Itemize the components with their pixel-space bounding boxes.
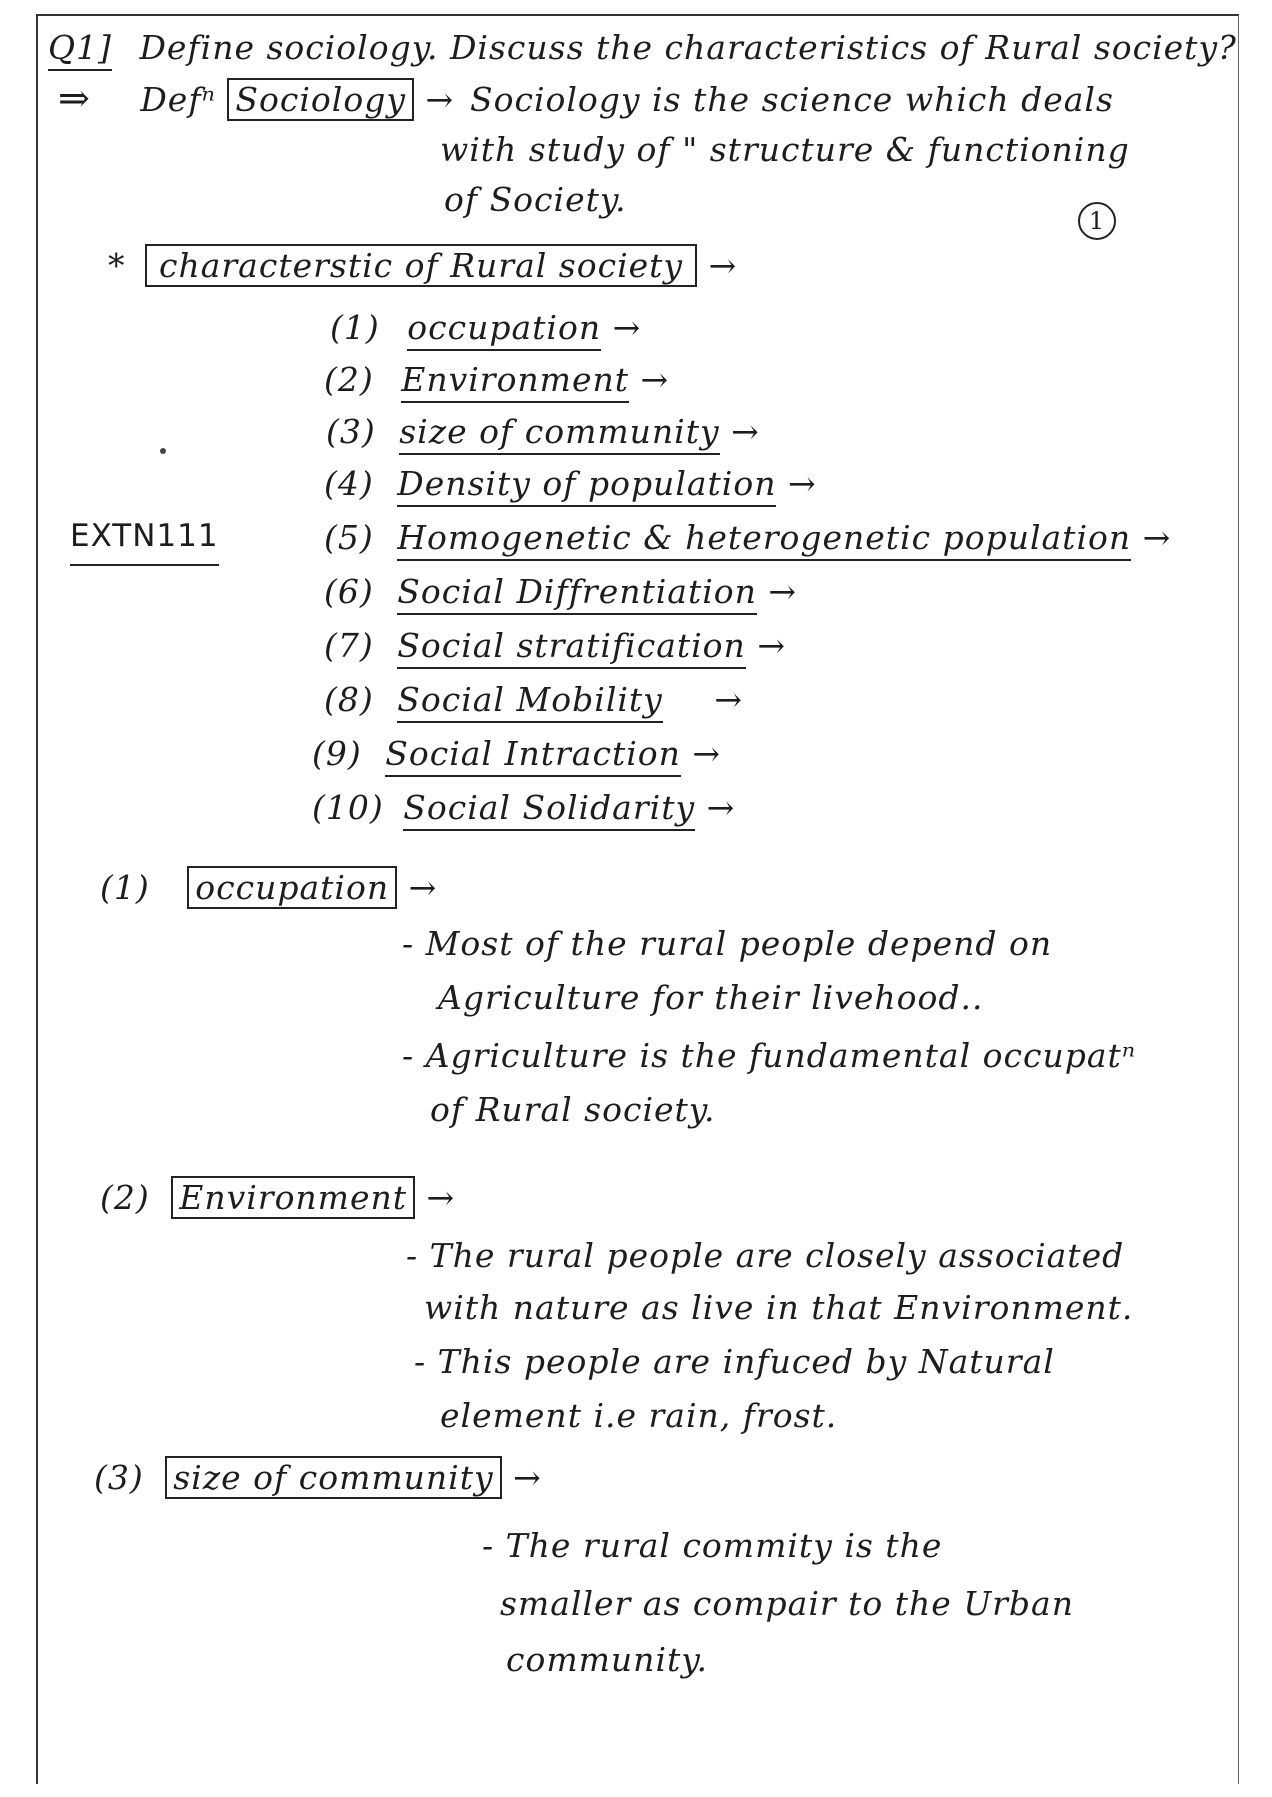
list-item: (8) Social Mobility →	[324, 680, 743, 719]
section-title-box: size of community	[165, 1456, 501, 1499]
arrow-icon: →	[706, 788, 736, 827]
arrow-icon: →	[708, 246, 738, 285]
section-line: of Rural society.	[430, 1090, 716, 1129]
arrow-icon: →	[787, 464, 817, 503]
arrow-icon: →	[612, 308, 642, 347]
section-line: element i.e rain, frost.	[440, 1396, 838, 1435]
definition-row	[58, 76, 454, 120]
arrow-icon: →	[1142, 518, 1172, 557]
question-text: Define sociology. Discuss the characteristics of Rural society?	[139, 28, 1237, 67]
section-heading: (1) occupation →	[100, 868, 438, 907]
arrow-icon: →	[757, 626, 786, 665]
list-item: (2) Environment →	[324, 360, 669, 399]
section-line: Agriculture for their livehood..	[438, 978, 984, 1017]
list-item: (4) Density of population →	[324, 464, 817, 503]
section-heading: (2) Environment →	[100, 1178, 456, 1217]
section-title-box: Environment	[171, 1176, 415, 1219]
section-line: - Agriculture is the fundamental occupatⁿ	[402, 1036, 1137, 1075]
arrow-icon: →	[426, 1178, 456, 1217]
characteristics-heading	[108, 246, 737, 285]
list-item: (7) Social stratification →	[324, 626, 786, 665]
definition-line-2: with study of " structure & functioning	[440, 130, 1130, 169]
arrow-icon: →	[513, 1458, 542, 1497]
definition-term-box: Sociology	[227, 78, 414, 121]
section-line: with nature as live in that Environment.	[424, 1288, 1134, 1327]
section-title-box: occupation	[187, 866, 397, 909]
list-item: (9) Social Intraction →	[312, 734, 721, 773]
star-icon: *	[108, 246, 126, 285]
section-heading: (3) size of community →	[94, 1458, 542, 1497]
list-item: (10) Social Solidarity →	[312, 788, 735, 827]
ink-dot	[160, 448, 166, 454]
list-item: (3) size of community →	[326, 412, 760, 451]
arrow-icon: →	[408, 868, 438, 907]
list-item: (1) occupation →	[330, 308, 641, 347]
arrow-icon: →	[640, 360, 670, 399]
implies-arrow: ⇒	[58, 76, 91, 120]
question-line	[48, 28, 1237, 67]
list-item: (5) Homogenetic & heterogenetic population →	[324, 518, 1171, 557]
definition-line-1: Sociology is the science which deals	[470, 80, 1114, 119]
arrow-icon: →	[768, 572, 798, 611]
list-item: (6) Social Diffrentiation →	[324, 572, 797, 611]
question-label: Q1]	[48, 28, 112, 71]
section-line: - The rural commity is the	[482, 1526, 943, 1565]
definition-prefix: Defⁿ	[140, 80, 216, 119]
section-line: - This people are infuced by Natural	[414, 1342, 1055, 1381]
characteristics-heading-box: characterstic of Rural society	[145, 244, 697, 287]
arrow-icon: →	[692, 734, 722, 773]
page-number	[1078, 198, 1116, 240]
arrow-icon: →	[425, 80, 455, 119]
arrow-icon: →	[731, 412, 760, 451]
section-line: community.	[506, 1640, 709, 1679]
definition-line-3: of Society.	[444, 180, 627, 219]
section-line: - The rural people are closely associated	[406, 1236, 1125, 1275]
page-number-circle: 1	[1078, 202, 1116, 240]
arrow-icon: →	[714, 680, 743, 719]
section-line: - Most of the rural people depend on	[402, 924, 1053, 963]
section-line: smaller as compair to the Urban	[500, 1584, 1074, 1623]
side-label: EXTN111	[70, 518, 219, 566]
